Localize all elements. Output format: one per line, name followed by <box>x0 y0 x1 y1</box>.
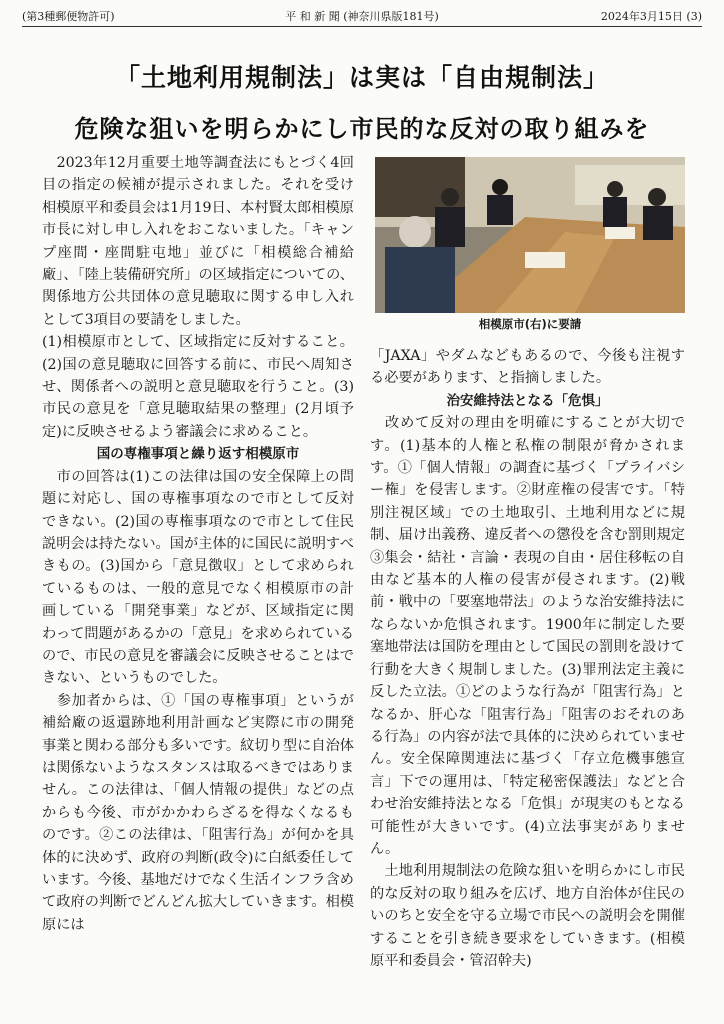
section-heading: 国の専権事項と繰り返す相模原市 <box>96 446 300 463</box>
sub-headline: 危険な狙いを明らかにし市民的な反対の取り組みを <box>74 115 650 143</box>
main-headline: 「土地利用規制法」は実は「自由規制法」 <box>114 63 609 92</box>
intro-paragraph: 2023年12月重要土地等調査法にもとづく4回目の指定の候補が提示されました。それを受け相模原平和委員会は1月19日、本村賢太郎相模原市長に対し申し入れをおこないました。「キャンプ座間・座間駐屯地」並びに「相模総合補給廠」、「陸上装備研究所」の区域指定についての、関係地方公共団体の意見聴取に関する申し入れとして3項目の要請をしました。 <box>42 155 354 328</box>
requests-paragraph: (1)相模原市として、区域指定に反対すること。(2)国の意見聴取に回答する前に、市民へ周知させ、関係者への説明と意見聴取を行うこと。(3)市民の意見を「意見聴取結果の整理」(2月頃予定)に反映させるよう審議会に求めること。 <box>42 334 354 440</box>
participants-paragraph: 参加者からは、①「国の専権事項」というが補給廠の返還跡地利用計画など実際に市の開発事業と関わる部分も多いです。紋切り型に自治体は関係ないようなスタンスは取るべきではありません。この法律は、「個人情報の提供」などの点からも今後、市がかかわらざるを得なくなるものです。②この法律は、「阻害行為」が何かを具体的に決めず、政府の判断(政令)に白紙委任しています。今後、基地だけでなく生活インフラ含めて政府の判断でどんどん拡大していきます。相模原には <box>42 692 354 933</box>
issue-date: 2024年3月15日 (3) <box>600 10 702 23</box>
city-response-paragraph: 市の回答は(1)この法律は国の安全保障上の問題に対応し、国の専権事項なので市として反対できない。(2)国の専権事項なので市として住民説明会は持たない。国が主体的に国民に説明すべきもの。(3)国から「意見徴収」として求められているものは、一般的意見でなく相模原市の計画している「開発事業」などが、区域指定に関わって問題があるかの「意見」を求められているので、市民の意見を審議会に反映させることはできない、というものでした。 <box>42 468 354 687</box>
newspaper-header <box>22 8 702 27</box>
meeting-photo-illustration <box>375 157 685 313</box>
article-column-right <box>370 345 685 972</box>
closing-paragraph: 土地利用規制法の危険な狙いを明らかにし市民的な反対の取り組みを広げ、地方自治体が住民のいのちと安全を守る立場で市民への説明会を開催することを引き続き要求をしていきます。(相模原平和委員会・管沼幹夫) <box>370 863 685 969</box>
meeting-photo <box>375 157 685 313</box>
photo-caption: 相模原市(右)に要請 <box>478 317 582 331</box>
postal-permit: (第3種郵便物許可) <box>22 10 115 23</box>
article-column-left <box>42 152 354 936</box>
reasons-paragraph: 改めて反対の理由を明確にすることが大切です。(1)基本的人権と私権の制限が脅かされます。①「個人情報」の調査に基づく「プライバシー権」を侵害します。②財産権の侵害です。「特別注視区域」での土地取引、土地利用などに規制、届け出義務、違反者への懲役を含む罰則規定③集会・結社・言論・表現の自由・居住移転の自由など基本的人権の侵害が侵されます。(2)戦前・戦中の「要塞地帯法」のような治安維持法にならないか危惧されます。1900年に制定した要塞地帯法は国防を理由として国民の罰則を設けて行動を大きく規制しました。(3)罪刑法定主義に反した立法。①どのような行為が「阻害行為」となるか、肝心な「阻害行為」「阻害のおそれのある行為」の内容が法で具体的に決められていません。安全保障関連法に基づく「存立危機事態宣言」下での運用は、「特定秘密保護法」などと合わせ治安維持法となる「危惧」が現実のもとなる可能性が大きいです。(4)立法事実がありません。 <box>370 415 685 857</box>
continued-paragraph: 「JAXA」やダムなどもあるので、今後も注視する必要があります、と指摘しました。 <box>370 348 685 387</box>
newspaper-name: 平 和 新 聞 (神奈川県版181号) <box>285 10 439 23</box>
section-heading: 治安維持法となる「危惧」 <box>446 392 609 409</box>
